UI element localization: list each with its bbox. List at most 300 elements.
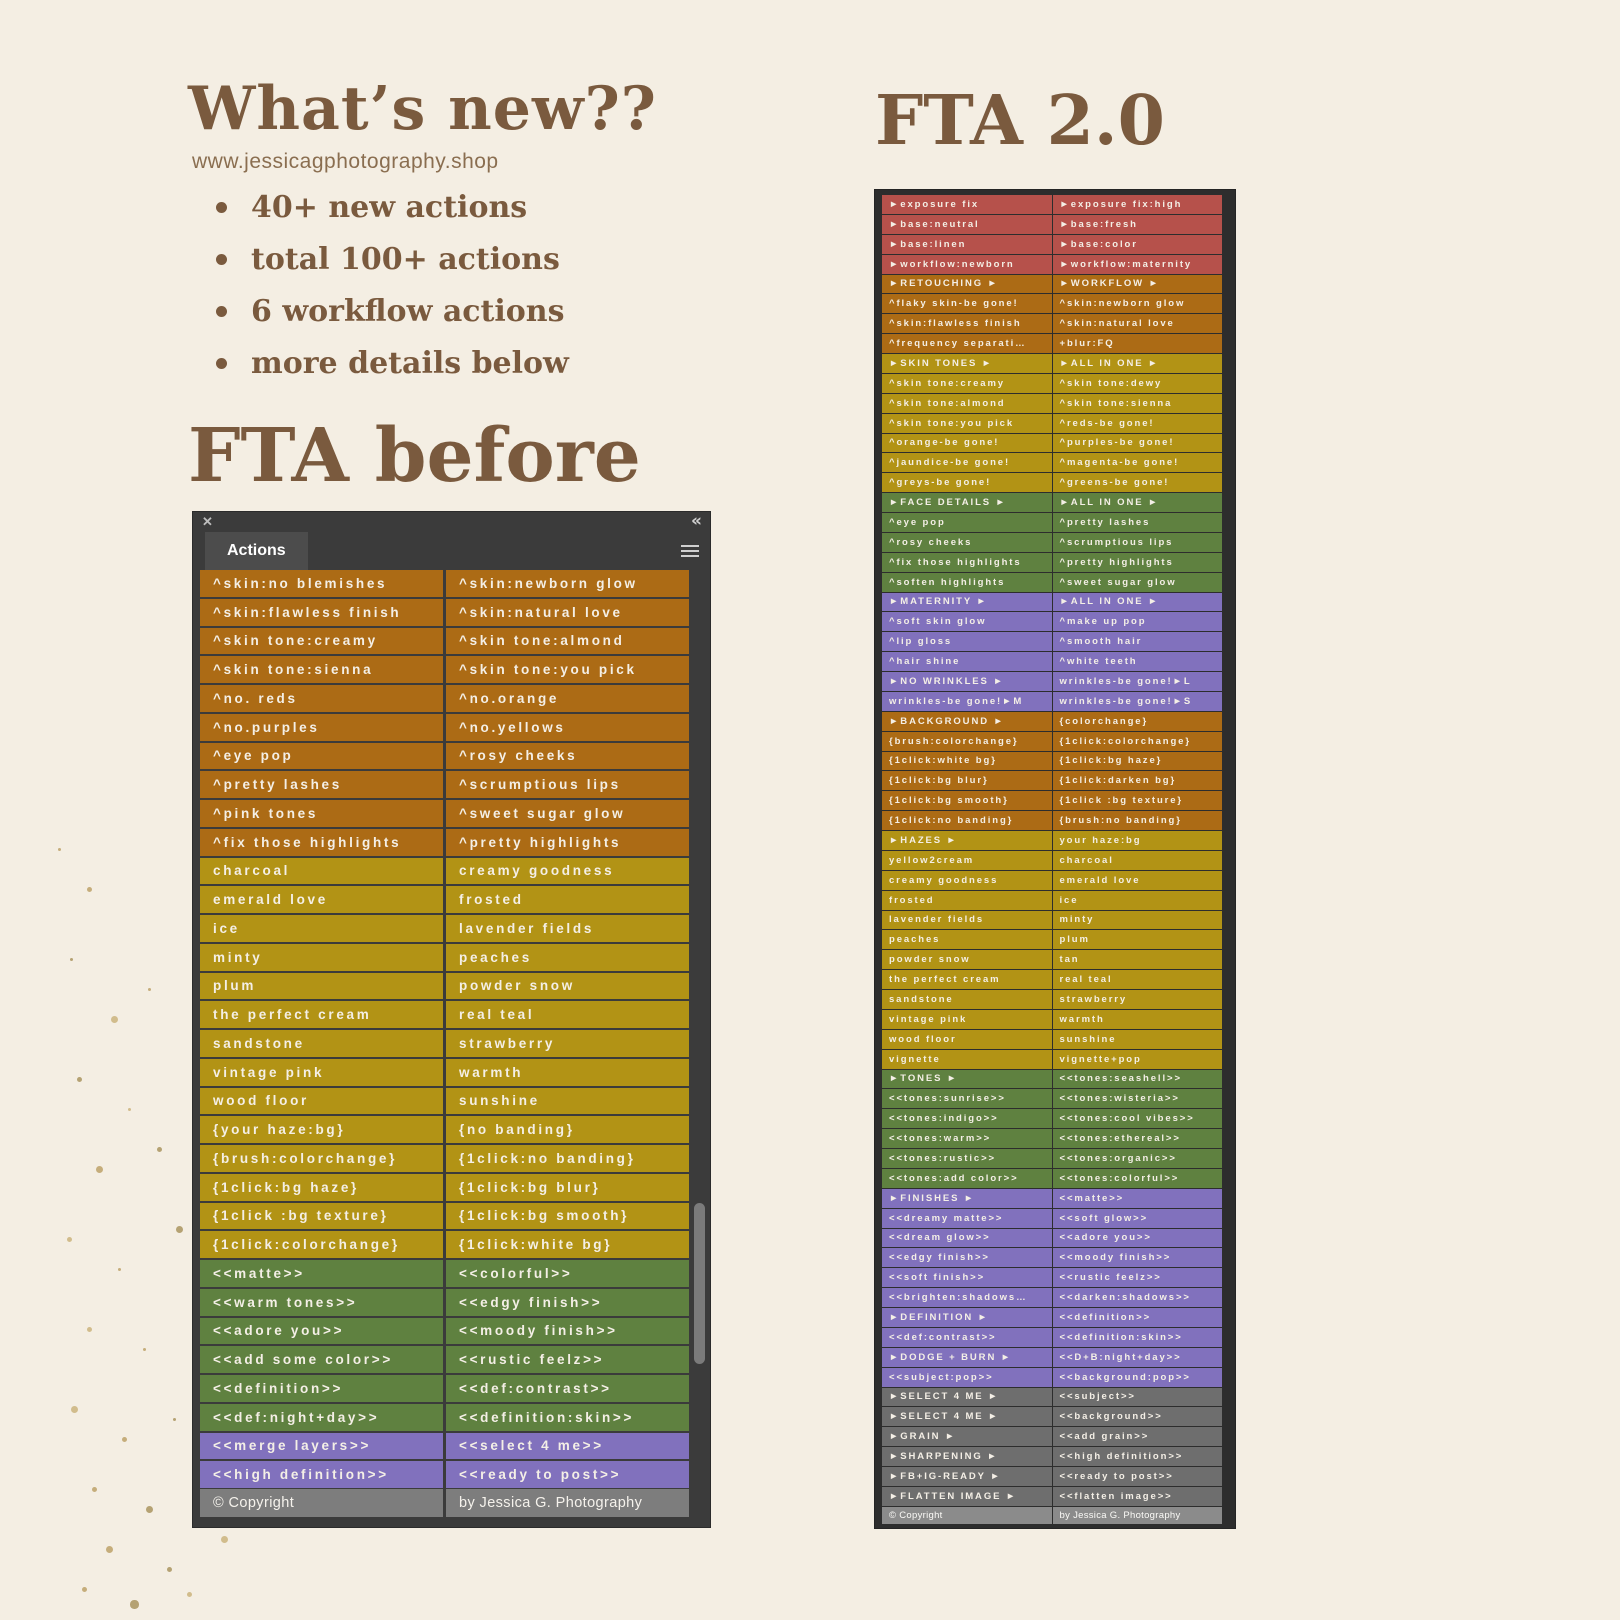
panel-tabbar [193, 532, 710, 570]
action-cell[interactable]: <<definition>> [200, 1375, 443, 1402]
action-row [882, 1268, 1222, 1287]
action-cell[interactable]: ^skin tone:you pick [882, 414, 1052, 433]
action-cell[interactable]: {1click:colorchange} [1053, 732, 1223, 751]
action-cell[interactable]: wood floor [200, 1088, 443, 1115]
action-row [200, 1203, 689, 1230]
bullet-icon [216, 254, 227, 265]
action-row [882, 314, 1222, 333]
action-cell[interactable]: powder snow [882, 950, 1052, 969]
action-cell[interactable]: <<add grain>> [1053, 1427, 1223, 1446]
list-item [216, 346, 569, 381]
action-cell[interactable]: real teal [446, 1001, 689, 1028]
action-cell[interactable]: ^sweet sugar glow [446, 800, 689, 827]
action-cell[interactable]: real teal [1053, 970, 1223, 989]
action-row [200, 800, 689, 827]
action-cell[interactable]: strawberry [446, 1030, 689, 1057]
action-cell[interactable]: vignette+pop [1053, 1050, 1223, 1069]
action-cell[interactable]: ^eye pop [200, 743, 443, 770]
action-row [882, 752, 1222, 771]
action-cell[interactable]: <<rustic feelz>> [446, 1346, 689, 1373]
action-cell[interactable]: <<adore you>> [1053, 1229, 1223, 1248]
action-cell[interactable]: ^soft skin glow [882, 612, 1052, 631]
action-cell[interactable]: warmth [1053, 1010, 1223, 1029]
action-cell[interactable]: lavender fields [882, 911, 1052, 930]
action-cell[interactable]: {colorchange} [1053, 712, 1223, 731]
action-cell[interactable]: vintage pink [882, 1010, 1052, 1029]
action-cell[interactable]: ►ALL IN ONE ► [1053, 354, 1223, 373]
action-cell[interactable]: <<moody finish>> [446, 1318, 689, 1345]
action-cell[interactable]: {1click:colorchange} [200, 1231, 443, 1258]
action-row [882, 1030, 1222, 1049]
list-item-text: more details below [251, 346, 569, 381]
action-cell[interactable]: powder snow [446, 973, 689, 1000]
action-cell[interactable]: <<subject:pop>> [882, 1368, 1052, 1387]
action-cell[interactable]: emerald love [1053, 871, 1223, 890]
action-row [200, 1174, 689, 1201]
action-cell[interactable]: +blur:FQ [1053, 334, 1223, 353]
action-row [882, 1447, 1222, 1466]
action-cell[interactable]: <<def:night+day>> [200, 1404, 443, 1431]
action-cell[interactable]: ^skin:flawless finish [882, 314, 1052, 333]
action-cell[interactable]: ^frequency separati… [882, 334, 1052, 353]
action-cell[interactable]: ►exposure fix [882, 195, 1052, 214]
action-row [200, 714, 689, 741]
whats-new-list [216, 190, 569, 398]
action-cell[interactable]: {brush:colorchange} [882, 732, 1052, 751]
list-item [216, 294, 569, 329]
action-cell[interactable]: <<matte>> [200, 1260, 443, 1287]
action-cell[interactable]: ^hair shine [882, 652, 1052, 671]
action-cell[interactable]: {1click:white bg} [446, 1231, 689, 1258]
action-cell[interactable]: <<tones:rustic>> [882, 1149, 1052, 1168]
action-cell[interactable]: <<tones:cool vibes>> [1053, 1109, 1223, 1128]
list-item-text: total 100+ actions [251, 242, 560, 277]
action-cell[interactable]: minty [1053, 911, 1223, 930]
action-cell[interactable]: {1click:no banding} [446, 1145, 689, 1172]
action-cell[interactable]: ^pretty highlights [446, 829, 689, 856]
action-row [882, 1467, 1222, 1486]
action-row [882, 1010, 1222, 1029]
action-cell[interactable]: ^white teeth [1053, 652, 1223, 671]
action-cell[interactable]: tan [1053, 950, 1223, 969]
action-cell[interactable]: {1click:bg smooth} [446, 1203, 689, 1230]
action-row [882, 791, 1222, 810]
copyright-text: © Copyright [882, 1507, 1052, 1524]
action-cell[interactable]: ^skin tone:almond [882, 394, 1052, 413]
action-cell[interactable]: <<darken:shadows>> [1053, 1288, 1223, 1307]
action-cell[interactable]: {1click:bg haze} [1053, 752, 1223, 771]
action-row [882, 930, 1222, 949]
action-row [882, 1388, 1222, 1407]
action-cell[interactable]: <<moody finish>> [1053, 1248, 1223, 1267]
action-cell[interactable]: ^pink tones [200, 800, 443, 827]
action-cell[interactable]: <<soft finish>> [882, 1268, 1052, 1287]
panel-titlebar [193, 512, 710, 532]
action-cell[interactable]: ^skin tone:creamy [882, 374, 1052, 393]
action-row [200, 829, 689, 856]
action-row [882, 831, 1222, 850]
action-cell[interactable]: ^make up pop [1053, 612, 1223, 631]
action-row [882, 692, 1222, 711]
action-cell[interactable]: ^skin:natural love [446, 599, 689, 626]
actions-list-before [200, 570, 689, 1488]
action-cell[interactable]: <<select 4 me>> [446, 1433, 689, 1460]
action-row [882, 990, 1222, 1009]
action-cell[interactable]: <<tones:indigo>> [882, 1109, 1052, 1128]
action-cell[interactable]: plum [200, 973, 443, 1000]
action-cell[interactable]: <<warm tones>> [200, 1289, 443, 1316]
action-cell[interactable]: ^flaky skin-be gone! [882, 294, 1052, 313]
action-cell[interactable]: ^fix those highlights [882, 553, 1052, 572]
action-cell[interactable]: <<soft glow>> [1053, 1209, 1223, 1228]
action-row [882, 632, 1222, 651]
action-cell[interactable]: vignette [882, 1050, 1052, 1069]
gold-speckles-decoration [58, 848, 61, 851]
action-cell[interactable]: plum [1053, 930, 1223, 949]
action-cell[interactable]: {1click:bg blur} [882, 771, 1052, 790]
action-cell[interactable]: minty [200, 944, 443, 971]
action-cell[interactable]: ^purples-be gone! [1053, 434, 1223, 453]
action-cell[interactable]: ^skin:natural love [1053, 314, 1223, 333]
action-cell[interactable]: <<ready to post>> [446, 1461, 689, 1488]
action-cell[interactable]: wood floor [882, 1030, 1052, 1049]
action-cell[interactable]: <<dreamy matte>> [882, 1209, 1052, 1228]
action-row [882, 493, 1222, 512]
action-cell[interactable]: ^lip gloss [882, 632, 1052, 651]
action-cell[interactable]: <<add some color>> [200, 1346, 443, 1373]
panel-footer [200, 1489, 689, 1517]
action-cell[interactable]: frosted [446, 886, 689, 913]
panel-footer [882, 1507, 1222, 1524]
action-row [882, 1229, 1222, 1248]
action-cell[interactable]: <<tones:colorful>> [1053, 1169, 1223, 1188]
action-row [882, 1348, 1222, 1367]
action-row [200, 1145, 689, 1172]
action-cell[interactable]: ►SHARPENING ► [882, 1447, 1052, 1466]
action-cell[interactable]: the perfect cream [200, 1001, 443, 1028]
action-cell[interactable]: ►GRAIN ► [882, 1427, 1052, 1446]
action-row [882, 811, 1222, 830]
action-cell[interactable]: ice [1053, 891, 1223, 910]
action-row [882, 294, 1222, 313]
action-cell[interactable]: <<merge layers>> [200, 1433, 443, 1460]
action-cell[interactable]: <<background:pop>> [1053, 1368, 1223, 1387]
action-cell[interactable]: ^smooth hair [1053, 632, 1223, 651]
actions-panel-v2 [875, 190, 1235, 1528]
action-cell[interactable]: ►workflow:newborn [882, 255, 1052, 274]
action-cell[interactable]: ice [200, 915, 443, 942]
action-cell[interactable]: wrinkles-be gone!►M [882, 692, 1052, 711]
action-cell[interactable]: <<adore you>> [200, 1318, 443, 1345]
panel-menu-icon[interactable] [681, 545, 699, 560]
before-section-title: FTA before [188, 413, 641, 499]
action-cell[interactable]: the perfect cream [882, 970, 1052, 989]
action-cell[interactable]: vintage pink [200, 1059, 443, 1086]
action-cell[interactable]: <<high definition>> [200, 1461, 443, 1488]
action-cell[interactable]: ►workflow:maternity [1053, 255, 1223, 274]
action-cell[interactable]: charcoal [1053, 851, 1223, 870]
action-row [882, 1407, 1222, 1426]
action-cell[interactable]: sandstone [882, 990, 1052, 1009]
action-row [882, 394, 1222, 413]
action-cell[interactable]: ^skin tone:sienna [200, 656, 443, 683]
actions-panel-before [193, 512, 710, 1527]
action-cell[interactable]: ►FINISHES ► [882, 1189, 1052, 1208]
action-row [882, 1209, 1222, 1228]
action-cell[interactable]: <<dream glow>> [882, 1229, 1052, 1248]
action-cell[interactable]: {1click:white bg} [882, 752, 1052, 771]
action-cell[interactable]: sunshine [446, 1088, 689, 1115]
bullet-icon [216, 202, 227, 213]
action-cell[interactable]: ^soften highlights [882, 573, 1052, 592]
action-cell[interactable]: <<rustic feelz>> [1053, 1268, 1223, 1287]
action-cell[interactable]: ^orange-be gone! [882, 434, 1052, 453]
action-row [200, 1461, 689, 1488]
action-row [882, 1368, 1222, 1387]
action-row [200, 944, 689, 971]
action-cell[interactable]: ►base:fresh [1053, 215, 1223, 234]
action-cell[interactable]: ^pretty lashes [1053, 513, 1223, 532]
action-cell[interactable]: lavender fields [446, 915, 689, 942]
action-cell[interactable]: ►HAZES ► [882, 831, 1052, 850]
action-cell[interactable]: ^skin:no blemishes [200, 570, 443, 597]
action-cell[interactable]: ►ALL IN ONE ► [1053, 493, 1223, 512]
action-row [200, 1231, 689, 1258]
action-cell[interactable]: <<tones:organic>> [1053, 1149, 1223, 1168]
action-cell[interactable]: <<edgy finish>> [882, 1248, 1052, 1267]
action-cell[interactable]: sunshine [1053, 1030, 1223, 1049]
action-cell[interactable]: {1click:bg blur} [446, 1174, 689, 1201]
action-row [200, 1289, 689, 1316]
action-cell[interactable]: <<colorful>> [446, 1260, 689, 1287]
action-cell[interactable]: ►ALL IN ONE ► [1053, 593, 1223, 612]
action-cell[interactable]: ►DODGE + BURN ► [882, 1348, 1052, 1367]
action-cell[interactable]: {1click :bg texture} [200, 1203, 443, 1230]
action-cell[interactable]: ►FB+IG-READY ► [882, 1467, 1052, 1486]
action-row [882, 1109, 1222, 1128]
action-cell[interactable]: ►BACKGROUND ► [882, 712, 1052, 731]
action-cell[interactable]: your haze:bg [1053, 831, 1223, 850]
action-cell[interactable]: ►SELECT 4 ME ► [882, 1407, 1052, 1426]
action-row [882, 911, 1222, 930]
action-cell[interactable]: <<def:contrast>> [446, 1375, 689, 1402]
action-cell[interactable]: strawberry [1053, 990, 1223, 1009]
action-row [882, 275, 1222, 294]
action-row [882, 1050, 1222, 1069]
v2-section-title: FTA 2.0 [875, 81, 1165, 161]
collapse-panel-icon[interactable]: « [691, 511, 702, 531]
action-cell[interactable]: <<definition>> [1053, 1308, 1223, 1327]
action-cell[interactable]: ^magenta-be gone! [1053, 453, 1223, 472]
action-cell[interactable]: ►base:neutral [882, 215, 1052, 234]
copyright-text: © Copyright [200, 1489, 443, 1517]
action-row [200, 628, 689, 655]
action-row [882, 573, 1222, 592]
action-row [882, 593, 1222, 612]
action-cell[interactable]: ^no.yellows [446, 714, 689, 741]
action-cell[interactable]: ^rosy cheeks [446, 743, 689, 770]
action-cell[interactable]: <<matte>> [1053, 1189, 1223, 1208]
action-cell[interactable]: <<high definition>> [1053, 1447, 1223, 1466]
action-cell[interactable]: ►WORKFLOW ► [1053, 275, 1223, 294]
action-row [882, 533, 1222, 552]
bullet-icon [216, 306, 227, 317]
action-cell[interactable]: <<subject>> [1053, 1388, 1223, 1407]
action-cell[interactable]: creamy goodness [882, 871, 1052, 890]
action-row [200, 685, 689, 712]
action-row [200, 886, 689, 913]
action-cell[interactable]: ►FLATTEN IMAGE ► [882, 1487, 1052, 1506]
action-row [882, 612, 1222, 631]
action-cell[interactable]: sandstone [200, 1030, 443, 1057]
action-row [882, 652, 1222, 671]
action-cell[interactable]: <<tones:warm>> [882, 1129, 1052, 1148]
action-row [882, 1427, 1222, 1446]
website-url: www.jessicagphotography.shop [192, 150, 499, 173]
action-row [882, 1149, 1222, 1168]
action-cell[interactable]: ►SKIN TONES ► [882, 354, 1052, 373]
action-cell[interactable]: ^pretty highlights [1053, 553, 1223, 572]
action-cell[interactable]: ►RETOUCHING ► [882, 275, 1052, 294]
action-cell[interactable]: ►DEFINITION ► [882, 1308, 1052, 1327]
action-cell[interactable]: {no banding} [446, 1116, 689, 1143]
action-row [200, 570, 689, 597]
action-row [882, 354, 1222, 373]
action-cell[interactable]: <<edgy finish>> [446, 1289, 689, 1316]
action-cell[interactable]: ^no. reds [200, 685, 443, 712]
action-cell[interactable]: <<flatten image>> [1053, 1487, 1223, 1506]
action-cell[interactable]: emerald love [200, 886, 443, 913]
action-cell[interactable]: ^skin:newborn glow [1053, 294, 1223, 313]
action-row [882, 553, 1222, 572]
action-cell[interactable]: ►exposure fix:high [1053, 195, 1223, 214]
action-cell[interactable]: peaches [882, 930, 1052, 949]
scrollbar-track[interactable] [692, 570, 707, 1515]
action-row [882, 374, 1222, 393]
scrollbar-thumb[interactable] [694, 1203, 705, 1364]
action-cell[interactable]: ^reds-be gone! [1053, 414, 1223, 433]
tab-actions[interactable]: Actions [205, 532, 308, 570]
action-cell[interactable]: ^scrumptious lips [1053, 533, 1223, 552]
action-row [882, 1129, 1222, 1148]
action-cell[interactable]: ►TONES ► [882, 1070, 1052, 1089]
action-row [882, 1070, 1222, 1089]
action-row [200, 1116, 689, 1143]
action-row [882, 851, 1222, 870]
action-cell[interactable]: ^skin tone:you pick [446, 656, 689, 683]
action-cell[interactable]: ^jaundice-be gone! [882, 453, 1052, 472]
action-row [200, 1030, 689, 1057]
action-row [200, 1318, 689, 1345]
bullet-icon [216, 358, 227, 369]
action-cell[interactable]: ►base:linen [882, 235, 1052, 254]
action-cell[interactable]: ^eye pop [882, 513, 1052, 532]
action-cell[interactable]: <<ready to post>> [1053, 1467, 1223, 1486]
action-cell[interactable]: <<definition:skin>> [446, 1404, 689, 1431]
action-cell[interactable]: ^skin:newborn glow [446, 570, 689, 597]
action-cell[interactable]: <<tones:sunrise>> [882, 1089, 1052, 1108]
action-cell[interactable]: ^fix those highlights [200, 829, 443, 856]
action-cell[interactable]: yellow2cream [882, 851, 1052, 870]
action-cell[interactable]: ^skin tone:almond [446, 628, 689, 655]
action-cell[interactable]: ^greens-be gone! [1053, 473, 1223, 492]
action-cell[interactable]: {brush:colorchange} [200, 1145, 443, 1172]
action-cell[interactable]: ^skin tone:sienna [1053, 394, 1223, 413]
action-cell[interactable]: <<def:contrast>> [882, 1328, 1052, 1347]
action-cell[interactable]: ^rosy cheeks [882, 533, 1052, 552]
action-row [200, 599, 689, 626]
action-row [882, 1288, 1222, 1307]
action-cell[interactable]: ^skin tone:dewy [1053, 374, 1223, 393]
action-cell[interactable]: frosted [882, 891, 1052, 910]
action-cell[interactable]: {your haze:bg} [200, 1116, 443, 1143]
action-row [882, 513, 1222, 532]
action-cell[interactable]: <<tones:ethereal>> [1053, 1129, 1223, 1148]
action-row [882, 195, 1222, 214]
action-cell[interactable]: <<tones:wisteria>> [1053, 1089, 1223, 1108]
action-cell[interactable]: wrinkles-be gone!►L [1053, 672, 1223, 691]
action-cell[interactable]: ^greys-be gone! [882, 473, 1052, 492]
action-cell[interactable]: ^sweet sugar glow [1053, 573, 1223, 592]
action-cell[interactable]: creamy goodness [446, 858, 689, 885]
action-cell[interactable]: {1click:bg haze} [200, 1174, 443, 1201]
action-cell[interactable]: wrinkles-be gone!►S [1053, 692, 1223, 711]
list-item [216, 242, 569, 277]
action-cell[interactable]: ^scrumptious lips [446, 771, 689, 798]
action-cell[interactable]: ^no.purples [200, 714, 443, 741]
action-cell[interactable]: <<tones:seashell>> [1053, 1070, 1223, 1089]
action-cell[interactable]: {1click:no banding} [882, 811, 1052, 830]
action-cell[interactable]: {1click:darken bg} [1053, 771, 1223, 790]
action-cell[interactable]: ^no.orange [446, 685, 689, 712]
action-row [882, 1487, 1222, 1506]
action-cell[interactable]: <<definition:skin>> [1053, 1328, 1223, 1347]
action-cell[interactable]: ►FACE DETAILS ► [882, 493, 1052, 512]
action-row [882, 891, 1222, 910]
action-row [882, 473, 1222, 492]
action-cell[interactable]: <<tones:add color>> [882, 1169, 1052, 1188]
action-cell[interactable]: ►SELECT 4 ME ► [882, 1388, 1052, 1407]
action-row [882, 672, 1222, 691]
action-row [882, 1089, 1222, 1108]
action-row [200, 1059, 689, 1086]
action-cell[interactable]: ►base:color [1053, 235, 1223, 254]
action-cell[interactable]: charcoal [200, 858, 443, 885]
action-cell[interactable]: ^skin:flawless finish [200, 599, 443, 626]
action-cell[interactable]: <<background>> [1053, 1407, 1223, 1426]
action-cell[interactable]: {1click:bg smooth} [882, 791, 1052, 810]
action-cell[interactable]: ^pretty lashes [200, 771, 443, 798]
action-cell[interactable]: {1click :bg texture} [1053, 791, 1223, 810]
action-cell[interactable]: peaches [446, 944, 689, 971]
action-cell[interactable]: warmth [446, 1059, 689, 1086]
action-cell[interactable]: ^skin tone:creamy [200, 628, 443, 655]
action-row [882, 732, 1222, 751]
action-row [200, 1260, 689, 1287]
action-row [882, 1328, 1222, 1347]
close-icon[interactable]: ✕ [202, 514, 213, 529]
action-row [200, 1346, 689, 1373]
action-cell[interactable]: <<D+B:night+day>> [1053, 1348, 1223, 1367]
action-row [200, 771, 689, 798]
action-row [882, 255, 1222, 274]
list-item-text: 40+ new actions [251, 190, 528, 225]
action-row [882, 1189, 1222, 1208]
action-cell[interactable]: {brush:no banding} [1053, 811, 1223, 830]
action-cell[interactable]: ►MATERNITY ► [882, 593, 1052, 612]
action-cell[interactable]: <<brighten:shadows… [882, 1288, 1052, 1307]
action-cell[interactable]: ►NO WRINKLES ► [882, 672, 1052, 691]
